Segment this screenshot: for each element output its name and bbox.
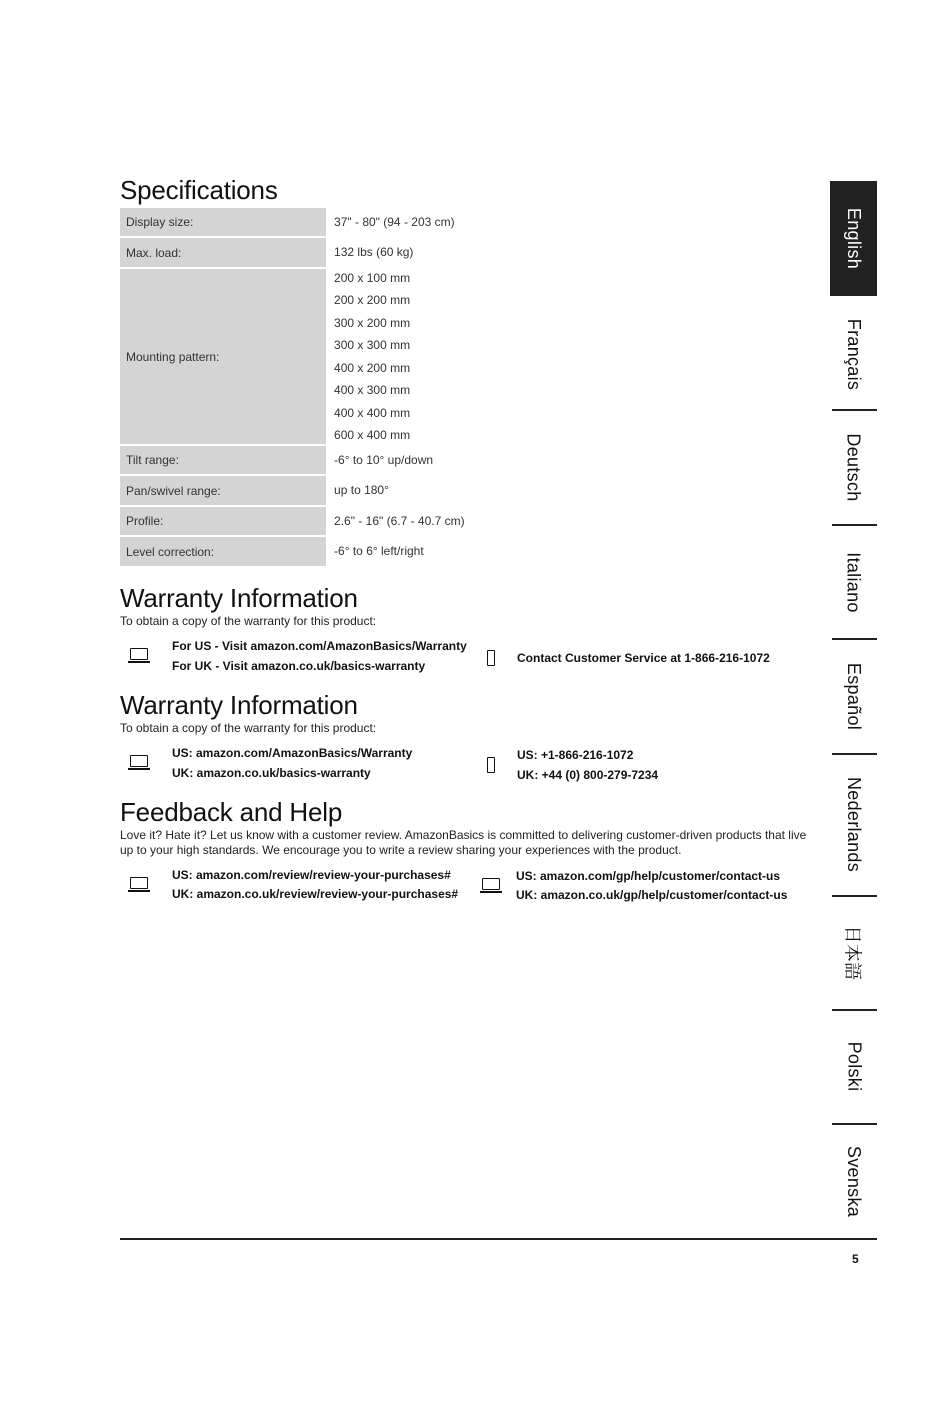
spec-value-line: -6° to 6° left/right <box>334 544 424 559</box>
feedback-paragraph: Love it? Hate it? Let us know with a customer review. AmazonBasics is committed to delivering customer-driven products that live up to your high standards. We encourage you to write a review sharing your experiences with the product. <box>120 828 807 857</box>
spec-value-line: -6° to 10° up/down <box>334 452 434 467</box>
tab-nederlands[interactable] <box>830 755 877 894</box>
spec-label-display-size: Display size: <box>120 208 326 238</box>
table-row <box>120 507 472 537</box>
spec-value-line: 400 x 300 mm <box>334 383 411 397</box>
spec-value-line: 300 x 200 mm <box>334 315 411 330</box>
warranty-phone-block <box>487 648 770 668</box>
warranty-intro-2: To obtain a copy of the warranty for this product: <box>120 721 377 735</box>
spec-value-level-correction <box>328 537 472 568</box>
spec-value-line: 2.6" - 16" (6.7 - 40.7 cm) <box>334 513 465 528</box>
table-row <box>120 537 472 568</box>
tab-svenska[interactable] <box>830 1125 877 1237</box>
tab-deutsch[interactable] <box>830 411 877 523</box>
customer-service-phone: Contact Customer Service at 1-866-216-1072 <box>517 651 770 665</box>
spec-value-line: 200 x 100 mm <box>334 270 411 285</box>
specifications-title: Specifications <box>120 175 278 205</box>
spec-value-profile <box>328 507 472 537</box>
warranty-title: Warranty Information <box>120 583 358 613</box>
spec-value-max-load <box>328 238 472 269</box>
spec-value-line: 400 x 400 mm <box>334 405 411 420</box>
table-row <box>120 269 472 446</box>
tab-label: Deutsch <box>844 432 865 502</box>
table-row <box>120 238 472 269</box>
warranty-intro: To obtain a copy of the warranty for this product: <box>120 614 377 628</box>
spec-label-mounting-pattern: Mounting pattern: <box>120 269 326 446</box>
warranty-uk-link-2[interactable]: UK: amazon.co.uk/basics-warranty <box>172 766 371 780</box>
phone-icon <box>487 757 495 773</box>
laptop-icon <box>128 875 152 895</box>
spec-value-tilt-range <box>328 446 472 476</box>
tab-label: 日本語 <box>842 925 863 981</box>
table-row <box>120 208 472 238</box>
warranty-uk-link[interactable]: For UK - Visit amazon.co.uk/basics-warranty <box>172 659 426 673</box>
tab-label: Italiano <box>844 551 865 613</box>
spec-value-display-size <box>328 208 472 238</box>
spec-value-line: 200 x 200 mm <box>334 293 411 307</box>
tab-label: Nederlands <box>844 776 864 873</box>
page-number: 5 <box>852 1252 859 1266</box>
laptop-icon <box>128 646 152 666</box>
spec-value-line: 132 lbs (60 kg) <box>334 245 414 260</box>
spec-label-max-load: Max. load: <box>120 238 326 269</box>
phone-icon <box>487 650 495 666</box>
spec-value-mounting-pattern <box>328 269 472 446</box>
table-row <box>120 446 472 476</box>
tab-espanol[interactable] <box>830 640 877 753</box>
laptop-icon <box>128 753 152 773</box>
warranty-phone-block-2 <box>487 745 658 785</box>
tab-label: Español <box>844 662 864 731</box>
warranty-us-link-2[interactable]: US: amazon.com/AmazonBasics/Warranty <box>172 746 413 760</box>
warranty-us-link[interactable]: For US - Visit amazon.com/AmazonBasics/Warranty <box>172 639 467 653</box>
uk-phone: UK: +44 (0) 800-279-7234 <box>517 768 659 782</box>
tab-label: Français <box>844 318 865 390</box>
tab-label: Svenska <box>844 1145 865 1217</box>
spec-label-profile: Profile: <box>120 507 326 537</box>
warranty-title-2: Warranty Information <box>120 690 358 720</box>
help-block <box>480 867 787 905</box>
spec-value-line: 400 x 200 mm <box>334 360 411 375</box>
spec-value-line: 300 x 300 mm <box>334 338 411 352</box>
warranty-web-block-2 <box>128 743 412 783</box>
spec-value-line: up to 180° <box>334 483 389 498</box>
specifications-table <box>120 208 472 568</box>
review-uk-link[interactable]: UK: amazon.co.uk/review/review-your-purchases# <box>172 887 459 901</box>
spec-value-pan-swivel-range <box>328 476 472 507</box>
review-block <box>128 866 458 904</box>
laptop-icon <box>480 876 504 896</box>
tab-italiano[interactable] <box>830 526 877 638</box>
us-phone: US: +1-866-216-1072 <box>517 748 634 762</box>
table-row <box>120 476 472 507</box>
tab-english[interactable] <box>830 181 877 296</box>
spec-label-pan-swivel-range: Pan/swivel range: <box>120 476 326 507</box>
warranty-web-block <box>128 636 467 676</box>
tab-japanese[interactable] <box>830 897 877 1009</box>
spec-label-tilt-range: Tilt range: <box>120 446 326 476</box>
spec-value-line: 37" - 80" (94 - 203 cm) <box>334 214 455 229</box>
feedback-title: Feedback and Help <box>120 797 343 827</box>
review-us-link[interactable]: US: amazon.com/review/review-your-purchases# <box>172 868 451 882</box>
tab-label: English <box>844 207 865 270</box>
tab-francais[interactable] <box>830 299 877 409</box>
help-us-link[interactable]: US: amazon.com/gp/help/customer/contact-us <box>516 869 781 883</box>
tab-polski[interactable] <box>830 1011 877 1122</box>
spec-label-level-correction: Level correction: <box>120 537 326 568</box>
help-uk-link[interactable]: UK: amazon.co.uk/gp/help/customer/contact-us <box>516 888 788 902</box>
spec-value-line: 600 x 400 mm <box>334 428 411 442</box>
tab-label: Polski <box>844 1041 865 1092</box>
footer-rule <box>120 1238 877 1240</box>
